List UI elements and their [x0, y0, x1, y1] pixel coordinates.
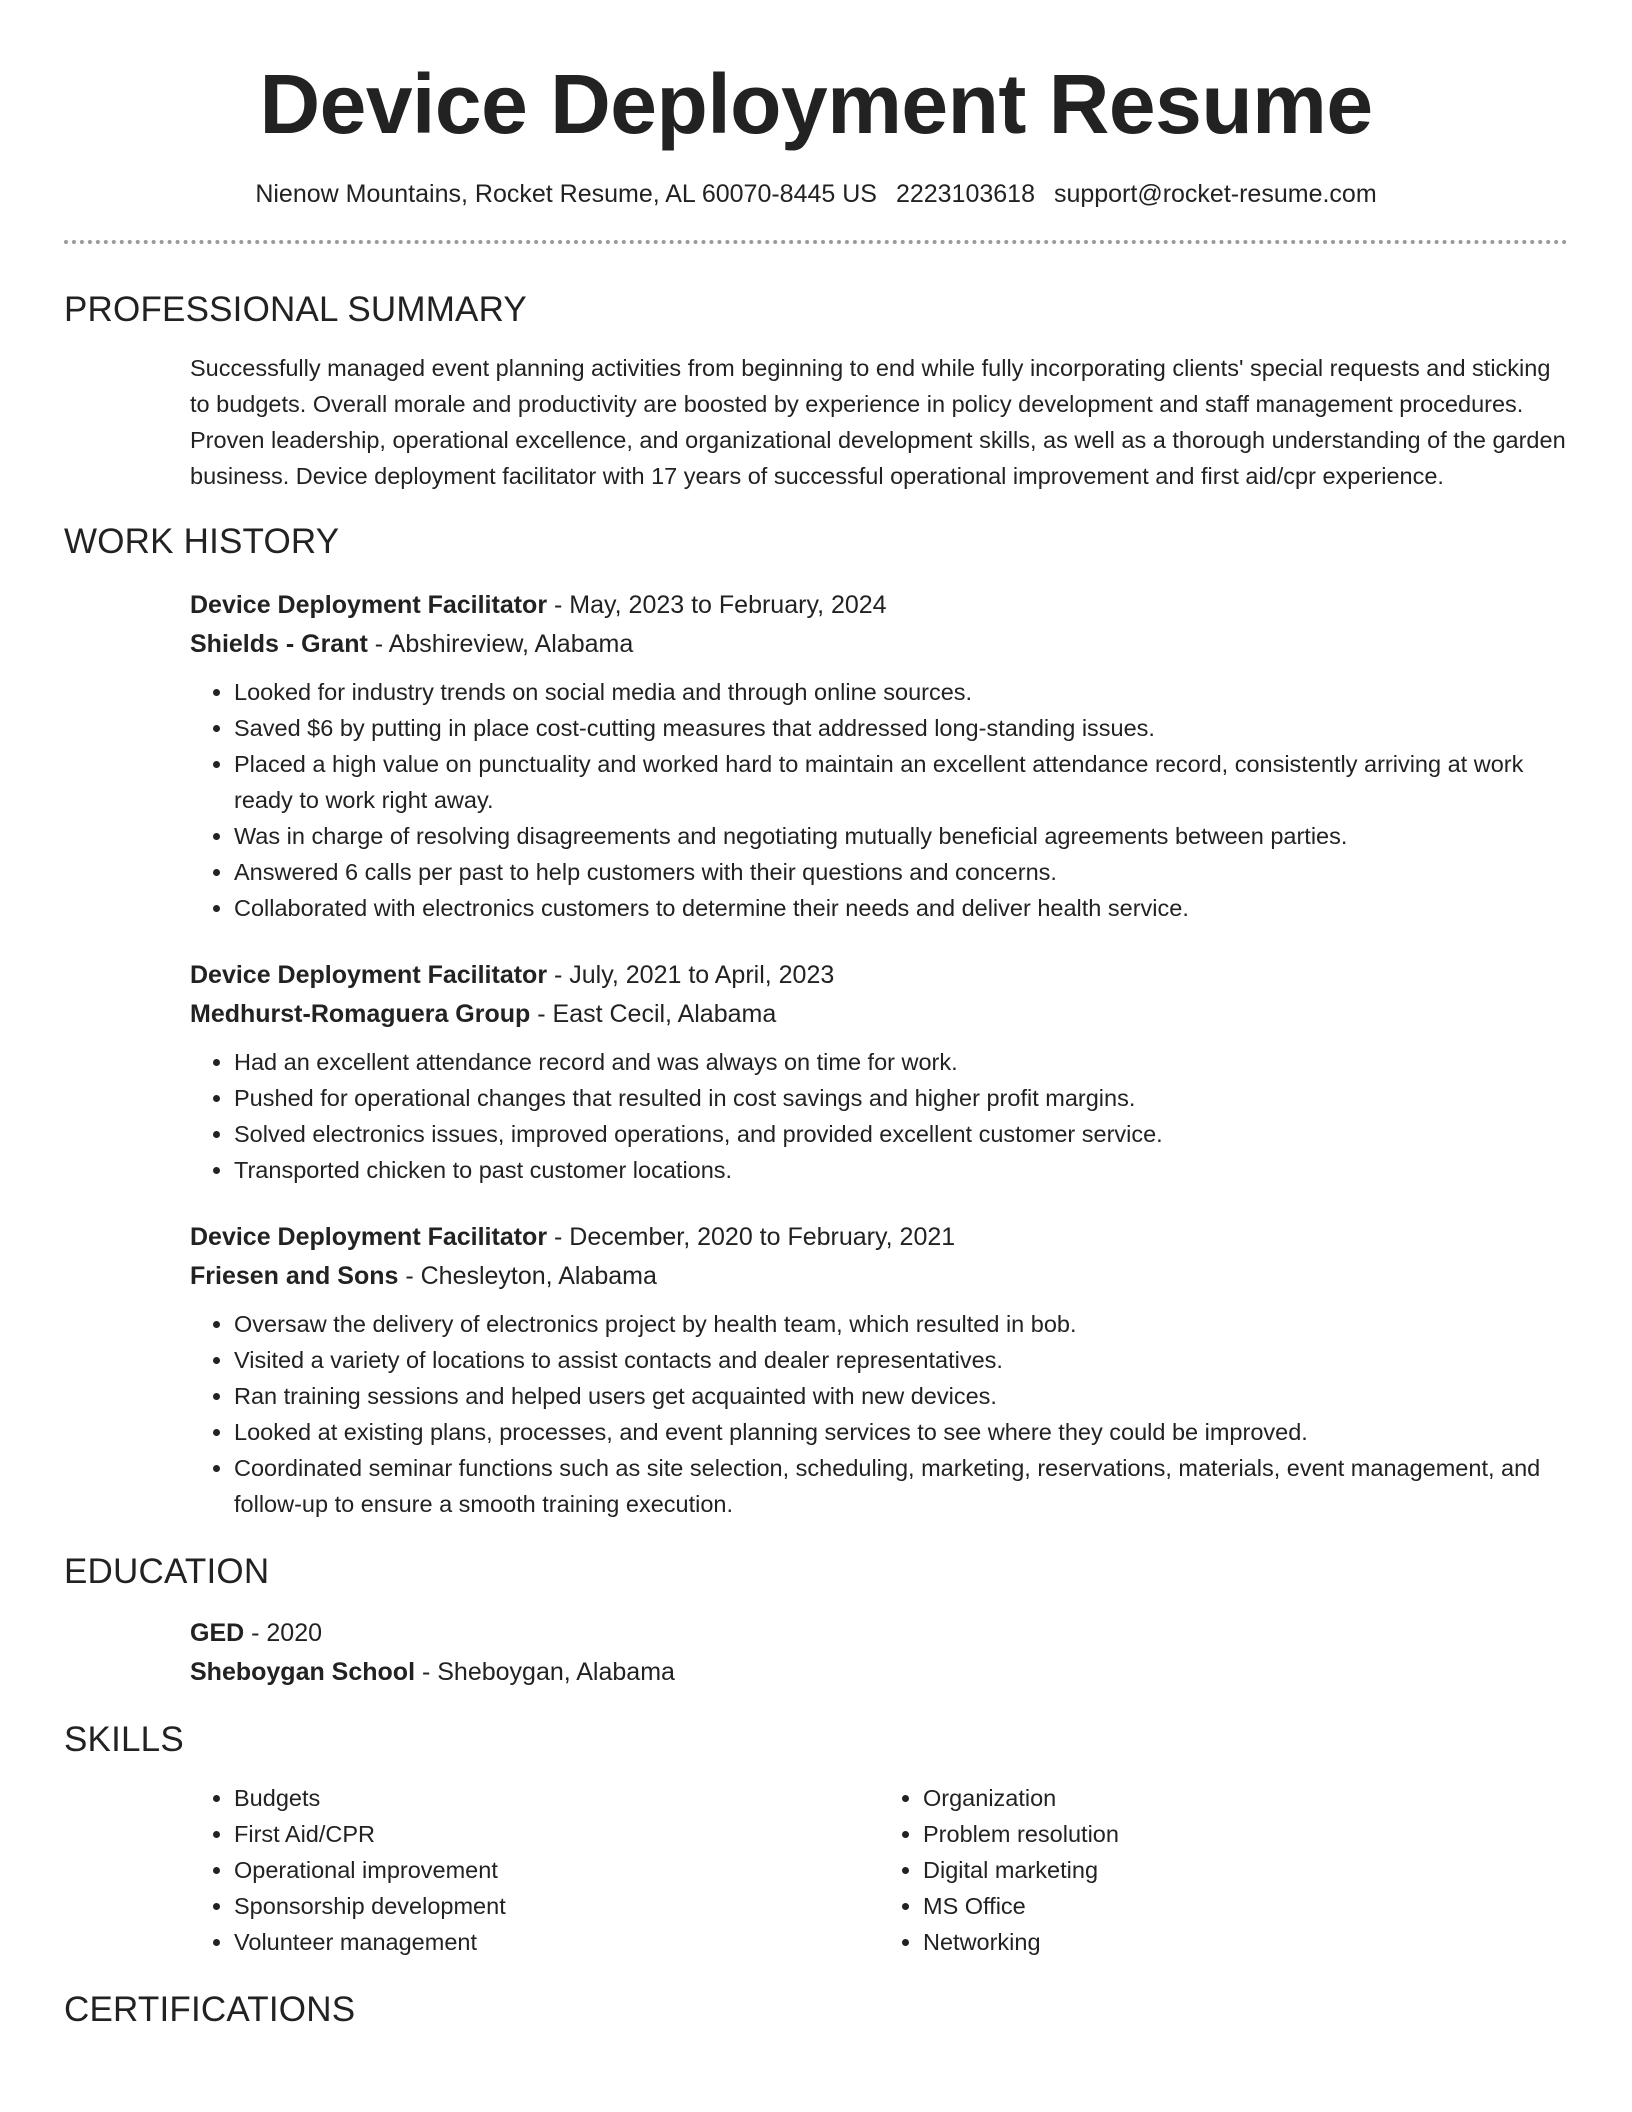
- job-location: - East Cecil, Alabama: [530, 1000, 777, 1028]
- list-item: • Had an excellent attendance record and was always on time for work.: [234, 1044, 1568, 1080]
- job-company: Friesen and Sons: [190, 1262, 399, 1290]
- list-item: • Volunteer management: [234, 1924, 879, 1960]
- skills-column-right: [879, 1780, 1568, 1960]
- skills-heading: SKILLS: [64, 1720, 184, 1759]
- list-item: • Answered 6 calls per past to help customers with their questions and concerns.: [234, 854, 1568, 890]
- job-title-line: [190, 956, 1568, 995]
- list-item: • Looked for industry trends on social media and through online sources.: [234, 674, 1568, 710]
- list-item: • Sponsorship development: [234, 1888, 879, 1924]
- job-title: Device Deployment Facilitator: [190, 1223, 548, 1251]
- job-dates: - July, 2021 to April, 2023: [547, 961, 835, 989]
- list-item: • Networking: [923, 1924, 1568, 1960]
- job-company: Medhurst-Romaguera Group: [190, 1000, 531, 1028]
- contact-address: Nienow Mountains, Rocket Resume, AL 60070-8445 US: [255, 180, 877, 208]
- education-heading: EDUCATION: [64, 1552, 270, 1591]
- job-title-line: [190, 586, 1568, 625]
- education-school: Sheboygan School: [190, 1658, 416, 1686]
- job-location: - Abshireview, Alabama: [367, 630, 634, 658]
- header-divider: [64, 240, 1568, 244]
- education-school-line: [190, 1653, 1568, 1692]
- list-item: • Ran training sessions and helped users get acquainted with new devices.: [234, 1378, 1568, 1414]
- job-dates: - December, 2020 to February, 2021: [547, 1223, 956, 1251]
- list-item: • Collaborated with electronics customers to determine their needs and deliver health service.: [234, 890, 1568, 926]
- summary-text: Successfully managed event planning activities from beginning to end while fully incorporating clients' special requests and sticking to budgets. Overall morale and productivity are boosted by experience in policy development and staff management procedures. Proven leadership, operational excellence, and organizational development skills, as well as a thorough understanding of the garden business. Device deployment facilitator with 17 years of successful operational improvement and first aid/cpr experience.: [190, 355, 1566, 489]
- job-title-line: [190, 1218, 1568, 1257]
- list-item: • Transported chicken to past customer locations.: [234, 1152, 1568, 1188]
- list-item: • Was in charge of resolving disagreements and negotiating mutually beneficial agreements between parties.: [234, 818, 1568, 854]
- contact-line: [64, 178, 1568, 210]
- list-item: • Placed a high value on punctuality and worked hard to maintain an excellent attendance record, consistently arriving at work ready to work right away.: [234, 746, 1568, 818]
- work-history-heading: WORK HISTORY: [64, 522, 340, 561]
- list-item: • Solved electronics issues, improved operations, and provided excellent customer service.: [234, 1116, 1568, 1152]
- job-entry: [190, 1218, 1568, 1522]
- education-entry: [190, 1614, 1568, 1692]
- skills-column-left: [190, 1780, 879, 1960]
- job-location: - Chesleyton, Alabama: [398, 1262, 657, 1290]
- job-entry: [190, 956, 1568, 1188]
- list-item: • Oversaw the delivery of electronics project by health team, which resulted in bob.: [234, 1306, 1568, 1342]
- job-dates: - May, 2023 to February, 2024: [547, 591, 887, 619]
- list-item: • Digital marketing: [923, 1852, 1568, 1888]
- list-item: • Coordinated seminar functions such as site selection, scheduling, marketing, reservations, materials, event management, and follow-up to ensure a smooth training execution.: [234, 1450, 1568, 1522]
- job-bullets: [190, 674, 1568, 926]
- contact-phone: 2223103618: [895, 180, 1035, 208]
- education-degree: GED: [190, 1619, 245, 1647]
- list-item: • Budgets: [234, 1780, 879, 1816]
- job-entry: [190, 586, 1568, 926]
- list-item: • Organization: [923, 1780, 1568, 1816]
- job-company: Shields - Grant: [190, 630, 368, 658]
- list-item: • Operational improvement: [234, 1852, 879, 1888]
- list-item: • Visited a variety of locations to assist contacts and dealer representatives.: [234, 1342, 1568, 1378]
- contact-email: support@rocket-resume.com: [1053, 180, 1377, 208]
- job-title: Device Deployment Facilitator: [190, 961, 548, 989]
- list-item: • Saved $6 by putting in place cost-cutting measures that addressed long-standing issues.: [234, 710, 1568, 746]
- list-item: • Pushed for operational changes that resulted in cost savings and higher profit margins.: [234, 1080, 1568, 1116]
- list-item: • First Aid/CPR: [234, 1816, 879, 1852]
- certifications-heading: CERTIFICATIONS: [64, 1990, 356, 2029]
- job-title: Device Deployment Facilitator: [190, 591, 548, 619]
- job-company-line: [190, 1257, 1568, 1296]
- skills-list: [190, 1780, 1568, 1960]
- education-location: - Sheboygan, Alabama: [415, 1658, 675, 1686]
- list-item: • MS Office: [923, 1888, 1568, 1924]
- job-company-line: [190, 995, 1568, 1034]
- education-degree-line: [190, 1614, 1568, 1653]
- education-year: - 2020: [244, 1619, 323, 1647]
- list-item: • Problem resolution: [923, 1816, 1568, 1852]
- list-item: • Looked at existing plans, processes, and event planning services to see where they could be improved.: [234, 1414, 1568, 1450]
- summary-heading: PROFESSIONAL SUMMARY: [64, 290, 527, 329]
- job-company-line: [190, 625, 1568, 664]
- resume-title: Device Deployment Resume: [259, 57, 1373, 151]
- resume-page: [64, 0, 1568, 2032]
- job-bullets: [190, 1044, 1568, 1188]
- job-bullets: [190, 1306, 1568, 1522]
